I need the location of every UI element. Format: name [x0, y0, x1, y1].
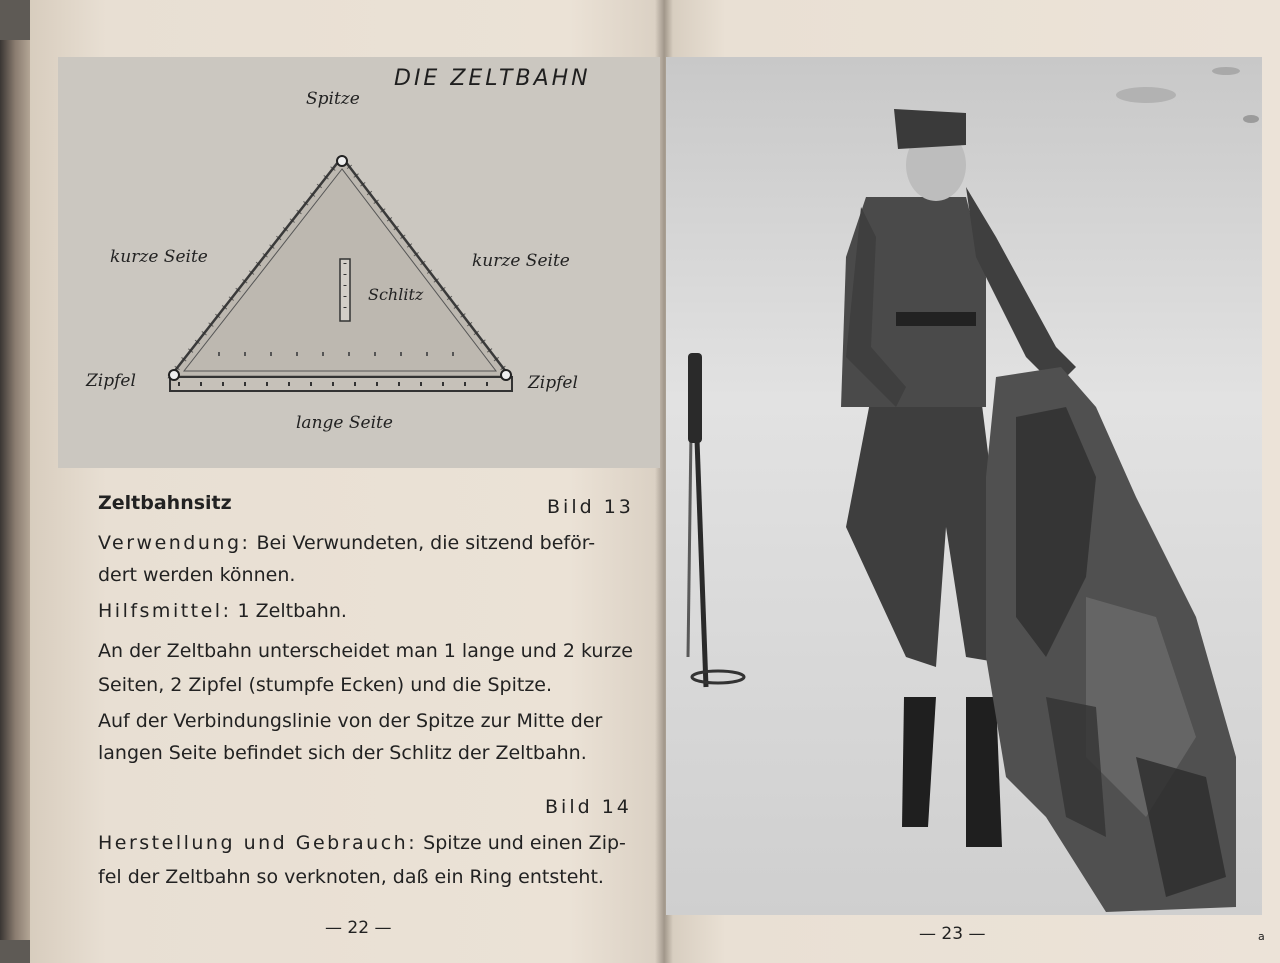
paragraph-verwendung-line2: dert werden können. [98, 564, 296, 586]
section-heading: Zeltbahnsitz [98, 492, 232, 514]
page-number-left: — 22 — [325, 918, 392, 938]
herstellung-text: Spitze und einen Zip- [417, 832, 626, 854]
diagram-title: DIE ZELTBAHN [394, 66, 591, 91]
label-zipfel-right: Zipfel [528, 373, 578, 393]
paragraph-schlitz-line2: langen Seite befindet sich der Schlitz der Zeltbahn. [98, 742, 587, 764]
zeltbahn-diagram [58, 57, 660, 468]
label-zipfel-left: Zipfel [86, 371, 136, 391]
corner-mark: a [1258, 930, 1265, 943]
verwendung-text: Bei Verwundeten, die sitzend beför- [250, 532, 596, 554]
paragraph-schlitz-line1: Auf der Verbindungslinie von der Spitze zur Mitte der [98, 710, 603, 732]
paragraph-zeltbahn-line2: Seiten, 2 Zipfel (stumpfe Ecken) und die Spitze. [98, 674, 553, 696]
hilfsmittel-text: 1 Zeltbahn. [231, 600, 347, 622]
hilfsmittel-label: Hilfsmittel: [98, 600, 232, 622]
soldier-photograph [666, 57, 1262, 915]
herstellung-label: Herstellung und Gebrauch: [98, 832, 418, 854]
paragraph-verwendung-line1 [98, 532, 595, 554]
paragraph-hilfsmittel [98, 600, 347, 622]
label-kurze-seite-left: kurze Seite [110, 247, 208, 267]
figure-ref-14: Bild 14 [545, 796, 632, 818]
photo-illustration [666, 57, 1262, 915]
paragraph-herstellung-line1 [98, 832, 626, 854]
label-kurze-seite-right: kurze Seite [472, 251, 570, 271]
page-number-right: — 23 — [919, 924, 986, 944]
verwendung-label: Verwendung: [98, 532, 251, 554]
label-schlitz: Schlitz [368, 285, 424, 304]
label-spitze: Spitze [306, 89, 360, 109]
figure-ref-13: Bild 13 [547, 496, 634, 518]
paragraph-herstellung-line2: fel der Zeltbahn so verknoten, daß ein Ring entsteht. [98, 866, 604, 888]
paragraph-zeltbahn-line1: An der Zeltbahn unterscheidet man 1 lange und 2 kurze [98, 640, 633, 662]
label-lange-seite: lange Seite [296, 413, 393, 433]
